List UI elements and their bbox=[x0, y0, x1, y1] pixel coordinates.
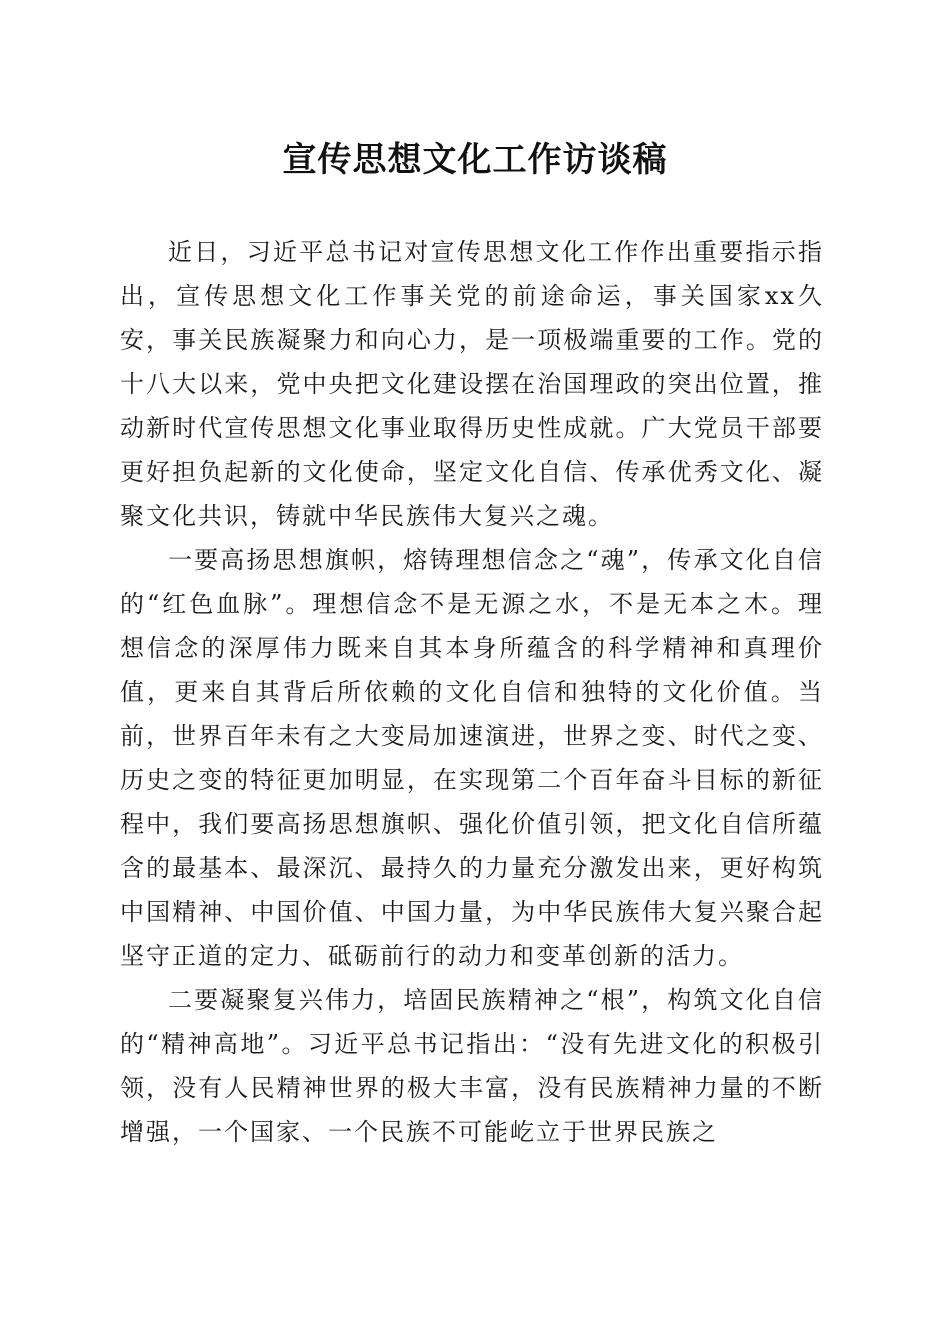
paragraph-point-one: 一要高扬思想旗帜，熔铸理想信念之“魂”，传承文化自信的“红色血脉”。理想信念不是无源之水，不是无本之木。理想信念的深厚伟力既来自其本身所蕴含的科学精神和真理价值，更来自其背后所依赖的文化自信和独特的文化价值。当前，世界百年未有之大变局加速演进，世界之变、时代之变、历史之变的特征更加明显，在实现第二个百年奋斗目标的新征程中，我们要高扬思想旗帜、强化价值引领，把文化自信所蕴含的最基本、最深沉、最持久的力量充分激发出来，更好构筑中国精神、中国价值、中国力量，为中华民族伟大复兴聚合起坚守正道的定力、砥砺前行的动力和变革创新的活力。 bbox=[120, 546, 824, 970]
document-title: 宣传思想文化工作访谈稿 bbox=[282, 140, 668, 180]
document-body bbox=[120, 230, 824, 1154]
paragraph-intro: 近日，习近平总书记对宣传思想文化工作作出重要指示指出，宣传思想文化工作事关党的前途命运，事关国家xx久安，事关民族凝聚力和向心力，是一项极端重要的工作。党的十八大以来，党中央把文化建设摆在治国理政的突出位置，推动新时代宣传思想文化事业取得历史性成就。广大党员干部要更好担负起新的文化使命，坚定文化自信、传承优秀文化、凝聚文化共识，铸就中华民族伟大复兴之魂。 bbox=[120, 238, 824, 530]
paragraph-point-two: 二要凝聚复兴伟力，培固民族精神之“根”，构筑文化自信的“精神高地”。习近平总书记指出：“没有先进文化的积极引领，没有人民精神世界的极大丰富，没有民族精神力量的不断增强，一个国家、一个民族不可能屹立于世界民族之 bbox=[120, 986, 824, 1146]
